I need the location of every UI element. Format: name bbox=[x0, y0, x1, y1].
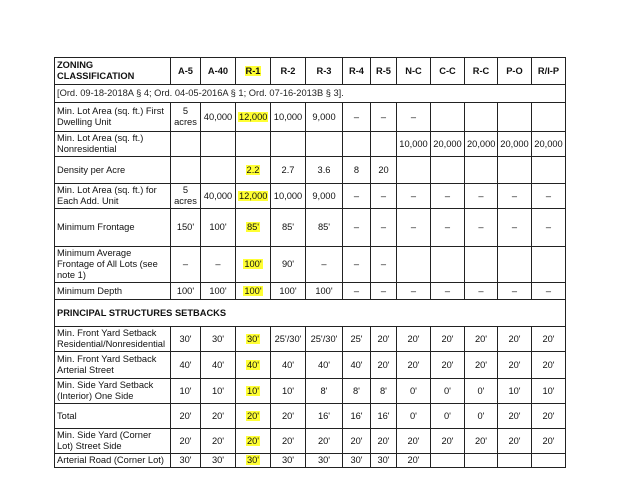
column-header: C-C bbox=[431, 58, 465, 85]
table-cell: 20' bbox=[397, 352, 431, 379]
table-cell bbox=[236, 404, 271, 429]
row-label: Arterial Road (Corner Lot) bbox=[55, 454, 171, 468]
table-row bbox=[55, 454, 566, 468]
table-cell: – bbox=[171, 247, 201, 283]
highlighted-value: 12,000 bbox=[239, 111, 268, 122]
column-header: R-4 bbox=[343, 58, 371, 85]
table-cell bbox=[532, 157, 566, 184]
zoning-classification-header: ZONING CLASSIFICATION bbox=[55, 58, 171, 85]
table-cell bbox=[465, 103, 498, 132]
table-cell: 30' bbox=[271, 454, 306, 468]
table-cell: 30' bbox=[371, 454, 397, 468]
section-title: PRINCIPAL STRUCTURES SETBACKS bbox=[55, 300, 566, 327]
table-cell bbox=[236, 352, 271, 379]
row-label: Total bbox=[55, 404, 171, 429]
table-cell: – bbox=[371, 283, 397, 300]
table-cell: – bbox=[431, 209, 465, 247]
table-cell: – bbox=[498, 283, 532, 300]
table-row bbox=[55, 209, 566, 247]
table-cell bbox=[431, 247, 465, 283]
table-cell: 2.7 bbox=[271, 157, 306, 184]
table-cell: – bbox=[532, 209, 566, 247]
table-cell: 90' bbox=[271, 247, 306, 283]
table-cell: 30' bbox=[201, 454, 236, 468]
table-cell bbox=[201, 132, 236, 157]
table-cell: 100' bbox=[171, 283, 201, 300]
highlighted-value: 20' bbox=[246, 410, 260, 421]
table-cell: – bbox=[371, 209, 397, 247]
table-cell: 5 acres bbox=[171, 103, 201, 132]
table-cell: 20,000 bbox=[465, 132, 498, 157]
column-header: R-5 bbox=[371, 58, 397, 85]
table-cell: – bbox=[431, 283, 465, 300]
table-row bbox=[55, 352, 566, 379]
table-cell: 10,000 bbox=[271, 184, 306, 209]
table-cell: – bbox=[371, 247, 397, 283]
table-cell: 25'/30' bbox=[271, 327, 306, 352]
table-cell: – bbox=[201, 247, 236, 283]
header-row bbox=[55, 58, 566, 85]
table-row bbox=[55, 379, 566, 404]
table-cell: 20,000 bbox=[532, 132, 566, 157]
table-cell: 10' bbox=[271, 379, 306, 404]
table-cell: – bbox=[306, 247, 343, 283]
table-cell: 5 acres bbox=[171, 184, 201, 209]
table-cell: 20' bbox=[532, 404, 566, 429]
table-cell: 0' bbox=[397, 404, 431, 429]
table-cell: 30' bbox=[171, 327, 201, 352]
table-cell: – bbox=[397, 283, 431, 300]
table-cell: 20' bbox=[171, 404, 201, 429]
ordinance-reference: [Ord. 09-18-2018A § 4; Ord. 04-05-2016A § 1; Ord. 07-16-2013B § 3]. bbox=[55, 85, 566, 103]
row-label: Min. Front Yard Setback Arterial Street bbox=[55, 352, 171, 379]
column-header: R-3 bbox=[306, 58, 343, 85]
highlighted-value: 20' bbox=[246, 435, 260, 446]
table-row bbox=[55, 327, 566, 352]
column-header: A-40 bbox=[201, 58, 236, 85]
table-row bbox=[55, 283, 566, 300]
table-cell: 20' bbox=[397, 327, 431, 352]
table-cell: 20' bbox=[397, 429, 431, 454]
table-row bbox=[55, 247, 566, 283]
table-cell bbox=[236, 247, 271, 283]
table-cell: 10,000 bbox=[271, 103, 306, 132]
table-cell: 20' bbox=[431, 429, 465, 454]
table-cell: 100' bbox=[201, 283, 236, 300]
table-cell: – bbox=[343, 103, 371, 132]
table-cell: 20' bbox=[465, 327, 498, 352]
table-cell: 20' bbox=[532, 429, 566, 454]
column-header: R/I-P bbox=[532, 58, 566, 85]
table-cell bbox=[465, 454, 498, 468]
highlighted-value: 100' bbox=[244, 259, 262, 269]
table-cell: 20' bbox=[532, 327, 566, 352]
table-cell: – bbox=[343, 209, 371, 247]
table-cell: 16' bbox=[306, 404, 343, 429]
table-cell: 16' bbox=[371, 404, 397, 429]
table-cell: 25' bbox=[343, 327, 371, 352]
column-header bbox=[236, 58, 271, 85]
table-cell: 85' bbox=[306, 209, 343, 247]
table-cell bbox=[498, 247, 532, 283]
table-cell: 20' bbox=[371, 327, 397, 352]
table-cell bbox=[532, 454, 566, 468]
table-cell: – bbox=[465, 184, 498, 209]
table-cell: – bbox=[343, 184, 371, 209]
table-cell: 20' bbox=[371, 352, 397, 379]
table-cell: – bbox=[465, 283, 498, 300]
table-cell: 20' bbox=[465, 352, 498, 379]
table-cell: – bbox=[532, 184, 566, 209]
table-cell: 0' bbox=[465, 404, 498, 429]
table-cell bbox=[201, 157, 236, 184]
table-cell: 10' bbox=[171, 379, 201, 404]
table-cell bbox=[171, 157, 201, 184]
column-header: A-5 bbox=[171, 58, 201, 85]
table-cell bbox=[397, 157, 431, 184]
table-cell: 30' bbox=[171, 454, 201, 468]
row-label: Min. Front Yard Setback Residential/Nonresidential bbox=[55, 327, 171, 352]
highlighted-value: 30' bbox=[246, 455, 260, 465]
table-cell bbox=[271, 132, 306, 157]
table-cell: 8' bbox=[306, 379, 343, 404]
table-cell bbox=[236, 184, 271, 209]
table-cell bbox=[532, 247, 566, 283]
column-header: R-C bbox=[465, 58, 498, 85]
row-label: Min. Lot Area (sq. ft.) for Each Add. Unit bbox=[55, 184, 171, 209]
table-cell: 20' bbox=[306, 429, 343, 454]
table-cell bbox=[371, 132, 397, 157]
row-label: Min. Lot Area (sq. ft.) Nonresidential bbox=[55, 132, 171, 157]
table-cell bbox=[171, 132, 201, 157]
table-cell: 8' bbox=[343, 379, 371, 404]
highlighted-value: 30' bbox=[246, 333, 260, 344]
table-cell bbox=[343, 132, 371, 157]
table-cell: 20,000 bbox=[431, 132, 465, 157]
table-cell: 20' bbox=[532, 352, 566, 379]
table-cell: 20' bbox=[271, 429, 306, 454]
table-cell: 20' bbox=[498, 352, 532, 379]
table-cell bbox=[236, 103, 271, 132]
table-cell bbox=[498, 454, 532, 468]
table-cell: – bbox=[431, 184, 465, 209]
table-cell: – bbox=[371, 103, 397, 132]
table-row bbox=[55, 103, 566, 132]
table-cell bbox=[236, 379, 271, 404]
table-cell: 10,000 bbox=[397, 132, 431, 157]
table-cell: 20' bbox=[397, 454, 431, 468]
zoning-table bbox=[54, 57, 566, 468]
table-cell: 3.6 bbox=[306, 157, 343, 184]
table-cell bbox=[236, 327, 271, 352]
table-cell: – bbox=[498, 209, 532, 247]
table-cell: 0' bbox=[431, 404, 465, 429]
highlighted-value: 85' bbox=[246, 222, 260, 232]
highlighted-value: 10' bbox=[246, 385, 260, 396]
table-cell bbox=[236, 283, 271, 300]
table-cell bbox=[465, 157, 498, 184]
table-row bbox=[55, 157, 566, 184]
table-cell: – bbox=[371, 184, 397, 209]
table-cell: – bbox=[465, 209, 498, 247]
table-cell: 40,000 bbox=[201, 184, 236, 209]
row-label: Minimum Depth bbox=[55, 283, 171, 300]
table-cell bbox=[306, 132, 343, 157]
table-cell: 30' bbox=[343, 454, 371, 468]
table-cell: 8 bbox=[343, 157, 371, 184]
table-cell: – bbox=[397, 103, 431, 132]
table-cell bbox=[397, 247, 431, 283]
row-label: Minimum Average Frontage of All Lots (see note 1) bbox=[55, 247, 171, 283]
table-cell bbox=[498, 157, 532, 184]
table-cell: 40,000 bbox=[201, 103, 236, 132]
row-label: Min. Lot Area (sq. ft.) First Dwelling Unit bbox=[55, 103, 171, 132]
table-cell bbox=[236, 132, 271, 157]
table-cell: – bbox=[498, 184, 532, 209]
table-cell: 10' bbox=[498, 379, 532, 404]
table-cell: 30' bbox=[201, 327, 236, 352]
table-cell: 0' bbox=[465, 379, 498, 404]
table-cell: 20' bbox=[371, 429, 397, 454]
table-cell: 9,000 bbox=[306, 103, 343, 132]
table-cell: – bbox=[343, 283, 371, 300]
highlighted-value: R-1 bbox=[245, 65, 261, 76]
table-cell: – bbox=[397, 184, 431, 209]
table-cell: 10' bbox=[201, 379, 236, 404]
table-cell: 40' bbox=[201, 352, 236, 379]
table-cell bbox=[431, 157, 465, 184]
table-cell: 30' bbox=[306, 454, 343, 468]
column-header: P-O bbox=[498, 58, 532, 85]
table-cell: 20,000 bbox=[498, 132, 532, 157]
table-cell: 25'/30' bbox=[306, 327, 343, 352]
highlighted-value: 40' bbox=[246, 359, 260, 370]
table-cell: 20' bbox=[498, 404, 532, 429]
table-cell bbox=[465, 247, 498, 283]
table-cell bbox=[236, 157, 271, 184]
column-header: N-C bbox=[397, 58, 431, 85]
reference-row bbox=[55, 85, 566, 103]
table-cell: 20' bbox=[201, 429, 236, 454]
table-cell: 16' bbox=[343, 404, 371, 429]
row-label: Density per Acre bbox=[55, 157, 171, 184]
table-cell: 9,000 bbox=[306, 184, 343, 209]
row-label: Minimum Frontage bbox=[55, 209, 171, 247]
table-cell: 20' bbox=[431, 327, 465, 352]
table-cell: – bbox=[397, 209, 431, 247]
table-cell: 100' bbox=[271, 283, 306, 300]
table-cell bbox=[236, 454, 271, 468]
section-row bbox=[55, 300, 566, 327]
table-cell: 20' bbox=[343, 429, 371, 454]
table-cell: 8' bbox=[371, 379, 397, 404]
table-cell: 20' bbox=[498, 429, 532, 454]
table-cell: 20' bbox=[498, 327, 532, 352]
table-cell: 40' bbox=[306, 352, 343, 379]
table-cell: 100' bbox=[201, 209, 236, 247]
table-cell: 40' bbox=[171, 352, 201, 379]
table-cell bbox=[236, 209, 271, 247]
row-label: Min. Side Yard Setback (Interior) One Side bbox=[55, 379, 171, 404]
table-cell: 10' bbox=[532, 379, 566, 404]
table-cell bbox=[498, 103, 532, 132]
table-cell: 0' bbox=[397, 379, 431, 404]
table-cell: 150' bbox=[171, 209, 201, 247]
table-cell bbox=[431, 103, 465, 132]
table-cell: – bbox=[532, 283, 566, 300]
table-cell bbox=[532, 103, 566, 132]
table-cell: 0' bbox=[431, 379, 465, 404]
table-cell: 20' bbox=[171, 429, 201, 454]
table-cell: – bbox=[343, 247, 371, 283]
table-row bbox=[55, 184, 566, 209]
table-cell bbox=[431, 454, 465, 468]
table-row bbox=[55, 429, 566, 454]
row-label: Min. Side Yard (Corner Lot) Street Side bbox=[55, 429, 171, 454]
table-row bbox=[55, 132, 566, 157]
highlighted-value: 2.2 bbox=[246, 164, 260, 175]
table-cell: 20' bbox=[201, 404, 236, 429]
table-cell: 20' bbox=[465, 429, 498, 454]
table-cell: 85' bbox=[271, 209, 306, 247]
table-cell: 20' bbox=[431, 352, 465, 379]
table-cell: 20 bbox=[371, 157, 397, 184]
table-row bbox=[55, 404, 566, 429]
column-header: R-2 bbox=[271, 58, 306, 85]
table-cell: 100' bbox=[306, 283, 343, 300]
table-cell: 40' bbox=[271, 352, 306, 379]
zoning-table-body bbox=[55, 58, 566, 468]
table-cell: 20' bbox=[271, 404, 306, 429]
highlighted-value: 100' bbox=[244, 285, 262, 296]
table-cell bbox=[236, 429, 271, 454]
table-cell: 40' bbox=[343, 352, 371, 379]
highlighted-value: 12,000 bbox=[239, 190, 268, 201]
